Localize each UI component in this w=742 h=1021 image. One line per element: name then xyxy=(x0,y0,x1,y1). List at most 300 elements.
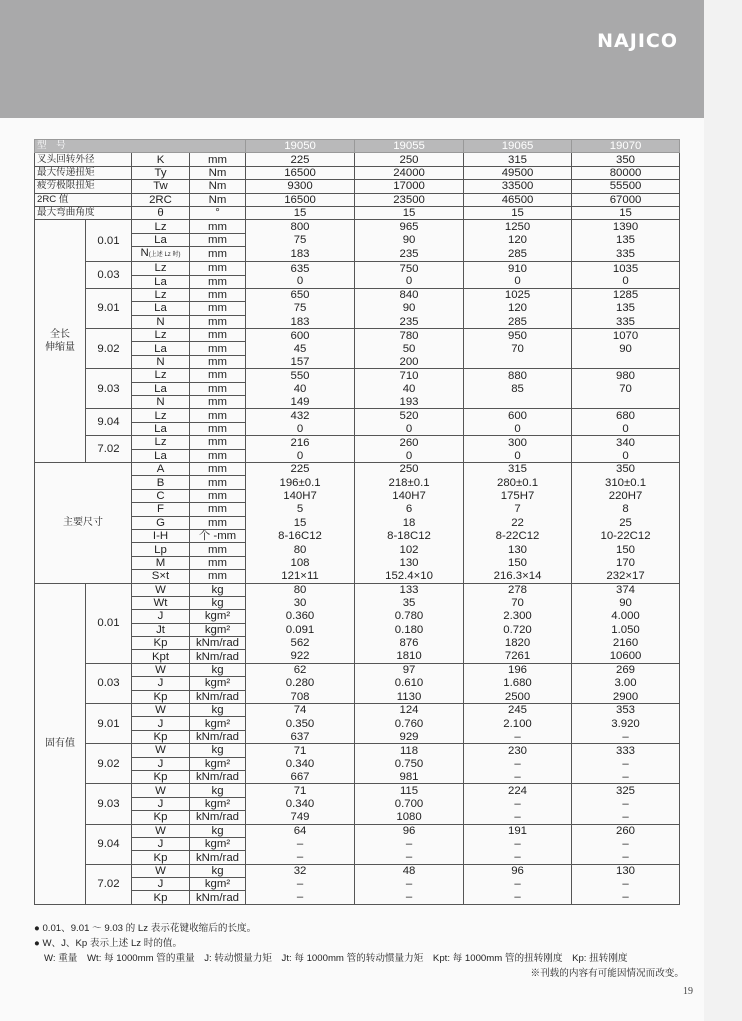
unit-cell: kgm² xyxy=(190,610,246,623)
unit-cell: kNm/rad xyxy=(190,650,246,663)
value-cell: 35 xyxy=(355,596,464,609)
value-cell: 600 xyxy=(246,329,355,342)
unit-cell: mm xyxy=(190,355,246,368)
symbol-cell: W xyxy=(132,583,190,596)
value-cell: 0.700 xyxy=(355,797,464,810)
group-label: 固有值 xyxy=(35,583,86,904)
value-cell: 67000 xyxy=(572,193,680,206)
row-label: 最大弯曲角度 xyxy=(35,206,132,219)
symbol-cell: La xyxy=(132,382,190,395)
value-cell: 7 xyxy=(464,503,572,516)
value-cell: 432 xyxy=(246,409,355,422)
unit-cell: kgm² xyxy=(190,878,246,891)
table-row xyxy=(35,811,680,824)
value-cell: – xyxy=(464,757,572,770)
value-cell: 90 xyxy=(355,302,464,315)
symbol-cell: N xyxy=(132,355,190,368)
symbol-cell: La xyxy=(132,233,190,246)
unit-cell: mm xyxy=(190,288,246,301)
value-cell: 175H7 xyxy=(464,489,572,502)
value-cell: 6 xyxy=(355,503,464,516)
unit-cell: mm xyxy=(190,570,246,583)
value-cell: 0 xyxy=(246,449,355,462)
value-cell: 220H7 xyxy=(572,489,680,502)
value-cell: 0.720 xyxy=(464,623,572,636)
value-cell: 0 xyxy=(464,422,572,435)
value-cell: 16500 xyxy=(246,166,355,179)
value-cell: 550 xyxy=(246,369,355,382)
table-row xyxy=(35,864,680,877)
table-row xyxy=(35,329,680,342)
value-cell: 981 xyxy=(355,770,464,783)
value-cell: – xyxy=(572,770,680,783)
footnote-line: ● W、J、Kp 表示上述 Lz 时的值。 xyxy=(34,938,183,949)
symbol-cell: G xyxy=(132,516,190,529)
table-row xyxy=(35,784,680,797)
value-cell xyxy=(464,355,572,368)
value-cell: – xyxy=(572,811,680,824)
value-cell: 75 xyxy=(246,302,355,315)
spec-table-body xyxy=(35,140,680,905)
symbol-cell: Jt xyxy=(132,623,190,636)
unit-cell: mm xyxy=(190,315,246,328)
value-cell: 2160 xyxy=(572,637,680,650)
value-cell: 333 xyxy=(572,744,680,757)
footnote-disclaimer: ※刊载的内容有可能因情况而改变。 xyxy=(530,968,684,979)
value-cell: 749 xyxy=(246,811,355,824)
value-cell: 929 xyxy=(355,730,464,743)
value-cell: 350 xyxy=(572,153,680,166)
value-cell: 374 xyxy=(572,583,680,596)
table-row xyxy=(35,422,680,435)
value-cell: 152.4×10 xyxy=(355,570,464,583)
value-cell: 191 xyxy=(464,824,572,837)
value-cell: 15 xyxy=(355,206,464,219)
subtype-label: 9.01 xyxy=(86,288,132,328)
value-cell: 880 xyxy=(464,369,572,382)
value-cell: – xyxy=(464,770,572,783)
value-cell: 120 xyxy=(464,302,572,315)
table-row xyxy=(35,342,680,355)
value-cell xyxy=(464,396,572,409)
value-cell: 140H7 xyxy=(246,489,355,502)
value-cell: – xyxy=(572,730,680,743)
symbol-cell: Kp xyxy=(132,730,190,743)
symbol-cell: Ty xyxy=(132,166,190,179)
symbol-cell: Kp xyxy=(132,770,190,783)
symbol-cell: J xyxy=(132,797,190,810)
value-cell: 1025 xyxy=(464,288,572,301)
value-cell: 2.100 xyxy=(464,717,572,730)
value-cell: 269 xyxy=(572,663,680,676)
value-cell: 353 xyxy=(572,704,680,717)
value-cell: 135 xyxy=(572,302,680,315)
value-cell: 520 xyxy=(355,409,464,422)
symbol-cell: W xyxy=(132,864,190,877)
value-cell: 840 xyxy=(355,288,464,301)
table-row xyxy=(35,503,680,516)
unit-cell: Nm xyxy=(190,180,246,193)
unit-cell: mm xyxy=(190,396,246,409)
subtype-label: 9.02 xyxy=(86,744,132,784)
value-cell: – xyxy=(246,837,355,850)
value-cell: 49500 xyxy=(464,166,572,179)
table-row xyxy=(35,516,680,529)
value-cell: – xyxy=(572,797,680,810)
table-row xyxy=(35,663,680,676)
symbol-cell: Lp xyxy=(132,543,190,556)
unit-cell: mm xyxy=(190,476,246,489)
value-cell: 133 xyxy=(355,583,464,596)
value-cell: 876 xyxy=(355,637,464,650)
table-row xyxy=(35,409,680,422)
table-row xyxy=(35,180,680,193)
value-cell: 225 xyxy=(246,153,355,166)
value-cell: 23500 xyxy=(355,193,464,206)
symbol-cell: J xyxy=(132,837,190,850)
subtype-label: 9.03 xyxy=(86,369,132,409)
unit-cell: mm xyxy=(190,489,246,502)
value-cell: 2.300 xyxy=(464,610,572,623)
value-cell: 64 xyxy=(246,824,355,837)
value-cell: 680 xyxy=(572,409,680,422)
symbol-cell: Lz xyxy=(132,409,190,422)
value-cell: 33500 xyxy=(464,180,572,193)
value-cell: 96 xyxy=(464,864,572,877)
unit-cell: mm xyxy=(190,543,246,556)
symbol-cell: K xyxy=(132,153,190,166)
unit-cell: kgm² xyxy=(190,623,246,636)
unit-cell: mm xyxy=(190,503,246,516)
value-cell: 85 xyxy=(464,382,572,395)
unit-cell: kNm/rad xyxy=(190,811,246,824)
value-cell: 5 xyxy=(246,503,355,516)
value-cell: 8-18C12 xyxy=(355,529,464,542)
unit-cell: mm xyxy=(190,436,246,449)
table-row xyxy=(35,637,680,650)
table-row xyxy=(35,193,680,206)
value-cell: 0 xyxy=(464,275,572,288)
table-row xyxy=(35,650,680,663)
value-cell: 350 xyxy=(572,462,680,475)
value-cell: 196 xyxy=(464,663,572,676)
symbol-cell: Wt xyxy=(132,596,190,609)
table-row xyxy=(35,206,680,219)
value-cell: 25 xyxy=(572,516,680,529)
symbol-cell: J xyxy=(132,677,190,690)
symbol-cell: 2RC xyxy=(132,193,190,206)
value-cell: 18 xyxy=(355,516,464,529)
unit-cell: mm xyxy=(190,382,246,395)
symbol-cell: Kp xyxy=(132,851,190,864)
symbol-cell: La xyxy=(132,342,190,355)
value-cell: 71 xyxy=(246,744,355,757)
value-cell: 15 xyxy=(464,206,572,219)
value-cell: 0.350 xyxy=(246,717,355,730)
unit-cell: kg xyxy=(190,824,246,837)
table-row xyxy=(35,275,680,288)
table-row xyxy=(35,583,680,596)
subtype-label: 9.01 xyxy=(86,704,132,744)
unit-cell: mm xyxy=(190,275,246,288)
value-cell: 157 xyxy=(246,355,355,368)
value-cell: 980 xyxy=(572,369,680,382)
subtype-label: 9.04 xyxy=(86,824,132,864)
table-row xyxy=(35,166,680,179)
value-cell: 170 xyxy=(572,556,680,569)
symbol-cell: Kp xyxy=(132,690,190,703)
value-cell: – xyxy=(464,730,572,743)
value-cell: 1035 xyxy=(572,262,680,275)
value-cell: 335 xyxy=(572,247,680,262)
value-cell: 130 xyxy=(355,556,464,569)
page-number: 19 xyxy=(683,986,693,997)
value-cell: 3.00 xyxy=(572,677,680,690)
table-row xyxy=(35,315,680,328)
unit-cell: kg xyxy=(190,596,246,609)
value-cell: 40 xyxy=(355,382,464,395)
value-cell: 8-16C12 xyxy=(246,529,355,542)
value-cell: – xyxy=(355,851,464,864)
value-cell: 193 xyxy=(355,396,464,409)
unit-cell: kNm/rad xyxy=(190,637,246,650)
symbol-cell: Lz xyxy=(132,288,190,301)
row-label: 2RC 值 xyxy=(35,193,132,206)
table-row xyxy=(35,369,680,382)
table-row xyxy=(35,543,680,556)
table-row xyxy=(35,610,680,623)
table-row xyxy=(35,851,680,864)
symbol-cell: W xyxy=(132,704,190,717)
unit-cell: kgm² xyxy=(190,677,246,690)
value-cell: 74 xyxy=(246,704,355,717)
subtype-label: 7.02 xyxy=(86,864,132,904)
symbol-cell: J xyxy=(132,757,190,770)
symbol-cell: Lz xyxy=(132,220,190,233)
value-cell: 120 xyxy=(464,233,572,246)
table-row xyxy=(35,140,680,153)
table-row xyxy=(35,770,680,783)
symbol-cell: B xyxy=(132,476,190,489)
row-label: 最大传递扭矩 xyxy=(35,166,132,179)
value-cell: 75 xyxy=(246,233,355,246)
table-row xyxy=(35,556,680,569)
value-cell: 278 xyxy=(464,583,572,596)
symbol-cell: θ xyxy=(132,206,190,219)
header-model-cell: 19065 xyxy=(464,140,572,153)
value-cell: 562 xyxy=(246,637,355,650)
unit-cell: mm xyxy=(190,516,246,529)
value-cell xyxy=(572,396,680,409)
value-cell: 750 xyxy=(355,262,464,275)
value-cell: 340 xyxy=(572,436,680,449)
unit-cell: kg xyxy=(190,663,246,676)
value-cell: 15 xyxy=(572,206,680,219)
subtype-label: 9.04 xyxy=(86,409,132,436)
value-cell: – xyxy=(572,851,680,864)
group-label: 全长 伸缩量 xyxy=(35,220,86,463)
value-cell: – xyxy=(246,891,355,904)
value-cell: 637 xyxy=(246,730,355,743)
symbol-cell: Kp xyxy=(132,891,190,904)
symbol-cell: F xyxy=(132,503,190,516)
table-row xyxy=(35,837,680,850)
najico-logo: NAJICO xyxy=(597,30,678,52)
value-cell: 1820 xyxy=(464,637,572,650)
value-cell: 0.340 xyxy=(246,757,355,770)
value-cell: 0 xyxy=(355,275,464,288)
header-model-cell: 19055 xyxy=(355,140,464,153)
page-margin xyxy=(704,0,742,1021)
value-cell: 1390 xyxy=(572,220,680,233)
unit-cell: kg xyxy=(190,704,246,717)
symbol-cell: J xyxy=(132,717,190,730)
value-cell: – xyxy=(246,851,355,864)
symbol-cell: M xyxy=(132,556,190,569)
value-cell: 46500 xyxy=(464,193,572,206)
value-cell: 90 xyxy=(572,596,680,609)
value-cell: – xyxy=(464,878,572,891)
value-cell: – xyxy=(464,891,572,904)
value-cell: 50 xyxy=(355,342,464,355)
value-cell: – xyxy=(572,891,680,904)
value-cell: 218±0.1 xyxy=(355,476,464,489)
value-cell: 235 xyxy=(355,315,464,328)
value-cell: 48 xyxy=(355,864,464,877)
value-cell: 62 xyxy=(246,663,355,676)
value-cell: 200 xyxy=(355,355,464,368)
unit-cell: kg xyxy=(190,864,246,877)
unit-cell: kg xyxy=(190,784,246,797)
subtype-label: 9.02 xyxy=(86,329,132,369)
value-cell: 910 xyxy=(464,262,572,275)
value-cell: 260 xyxy=(355,436,464,449)
value-cell: – xyxy=(355,891,464,904)
table-row xyxy=(35,220,680,233)
value-cell: 0.760 xyxy=(355,717,464,730)
symbol-note: (上述 Lz 时) xyxy=(148,252,181,259)
value-cell: 4.000 xyxy=(572,610,680,623)
value-cell: 300 xyxy=(464,436,572,449)
footnote-legend: W: 重量 Wt: 每 1000mm 管的重量 J: 转动惯量力矩 Jt: 每 1000mm 管的转动惯量力矩 Kpt: 每 1000mm 管的扭转刚度 Kp: 扭转刚度 xyxy=(44,953,628,964)
value-cell: – xyxy=(355,878,464,891)
symbol-cell: I-H xyxy=(132,529,190,542)
subtype-label: 0.01 xyxy=(86,220,132,262)
value-cell: 80 xyxy=(246,543,355,556)
value-cell: 96 xyxy=(355,824,464,837)
value-cell: 130 xyxy=(572,864,680,877)
value-cell: 667 xyxy=(246,770,355,783)
table-row xyxy=(35,233,680,246)
unit-cell: mm xyxy=(190,153,246,166)
value-cell: – xyxy=(464,811,572,824)
subtype-label: 0.01 xyxy=(86,583,132,663)
unit-cell: kgm² xyxy=(190,797,246,810)
value-cell: 80 xyxy=(246,583,355,596)
symbol-cell: N xyxy=(132,315,190,328)
value-cell: 102 xyxy=(355,543,464,556)
value-cell: 335 xyxy=(572,315,680,328)
unit-cell: mm xyxy=(190,302,246,315)
value-cell: 800 xyxy=(246,220,355,233)
symbol-cell: La xyxy=(132,302,190,315)
value-cell: 0.750 xyxy=(355,757,464,770)
value-cell: 2900 xyxy=(572,690,680,703)
table-row xyxy=(35,302,680,315)
value-cell: 232×17 xyxy=(572,570,680,583)
value-cell: 285 xyxy=(464,315,572,328)
value-cell: – xyxy=(572,837,680,850)
value-cell: 0 xyxy=(355,422,464,435)
symbol-cell: W xyxy=(132,744,190,757)
value-cell: 70 xyxy=(464,596,572,609)
symbol-cell: W xyxy=(132,784,190,797)
value-cell: 150 xyxy=(464,556,572,569)
table-row xyxy=(35,730,680,743)
value-cell: 230 xyxy=(464,744,572,757)
unit-cell: 个 -mm xyxy=(190,529,246,542)
value-cell: 32 xyxy=(246,864,355,877)
symbol-cell: N xyxy=(132,396,190,409)
value-cell: 7261 xyxy=(464,650,572,663)
value-cell: 0.340 xyxy=(246,797,355,810)
header-model-label: 型 号 xyxy=(35,140,246,153)
unit-cell: mm xyxy=(190,556,246,569)
symbol-cell: Lz xyxy=(132,262,190,275)
value-cell: 0 xyxy=(572,275,680,288)
symbol-cell: La xyxy=(132,275,190,288)
symbol-cell: Lz xyxy=(132,329,190,342)
value-cell: 235 xyxy=(355,247,464,262)
unit-cell: kg xyxy=(190,744,246,757)
symbol-cell: Kp xyxy=(132,637,190,650)
symbol-cell: La xyxy=(132,422,190,435)
value-cell: 90 xyxy=(355,233,464,246)
row-label: 疲劳极限扭矩 xyxy=(35,180,132,193)
value-cell: 1250 xyxy=(464,220,572,233)
subtype-label: 0.03 xyxy=(86,262,132,289)
footnote-line: ● 0.01、9.01 ～ 9.03 的 Lz 表示花键收缩后的长度。 xyxy=(34,923,257,934)
group-label: 主要尺寸 xyxy=(35,462,132,583)
value-cell: 183 xyxy=(246,315,355,328)
value-cell: 216 xyxy=(246,436,355,449)
table-row xyxy=(35,355,680,368)
table-row xyxy=(35,436,680,449)
value-cell: 224 xyxy=(464,784,572,797)
value-cell: – xyxy=(572,757,680,770)
symbol-cell: W xyxy=(132,824,190,837)
subtype-label: 7.02 xyxy=(86,436,132,463)
value-cell: 260 xyxy=(572,824,680,837)
value-cell: 30 xyxy=(246,596,355,609)
table-row xyxy=(35,396,680,409)
unit-cell: mm xyxy=(190,247,246,262)
value-cell: 0.610 xyxy=(355,677,464,690)
value-cell: 70 xyxy=(464,342,572,355)
symbol-cell: C xyxy=(132,489,190,502)
value-cell: 600 xyxy=(464,409,572,422)
footnotes xyxy=(34,921,684,981)
unit-cell: mm xyxy=(190,422,246,435)
subtype-label: 9.03 xyxy=(86,784,132,824)
value-cell: 121×11 xyxy=(246,570,355,583)
value-cell: – xyxy=(246,878,355,891)
unit-cell: mm xyxy=(190,342,246,355)
value-cell: 315 xyxy=(464,153,572,166)
unit-cell: kNm/rad xyxy=(190,690,246,703)
header-model-cell: 19070 xyxy=(572,140,680,153)
table-row xyxy=(35,757,680,770)
